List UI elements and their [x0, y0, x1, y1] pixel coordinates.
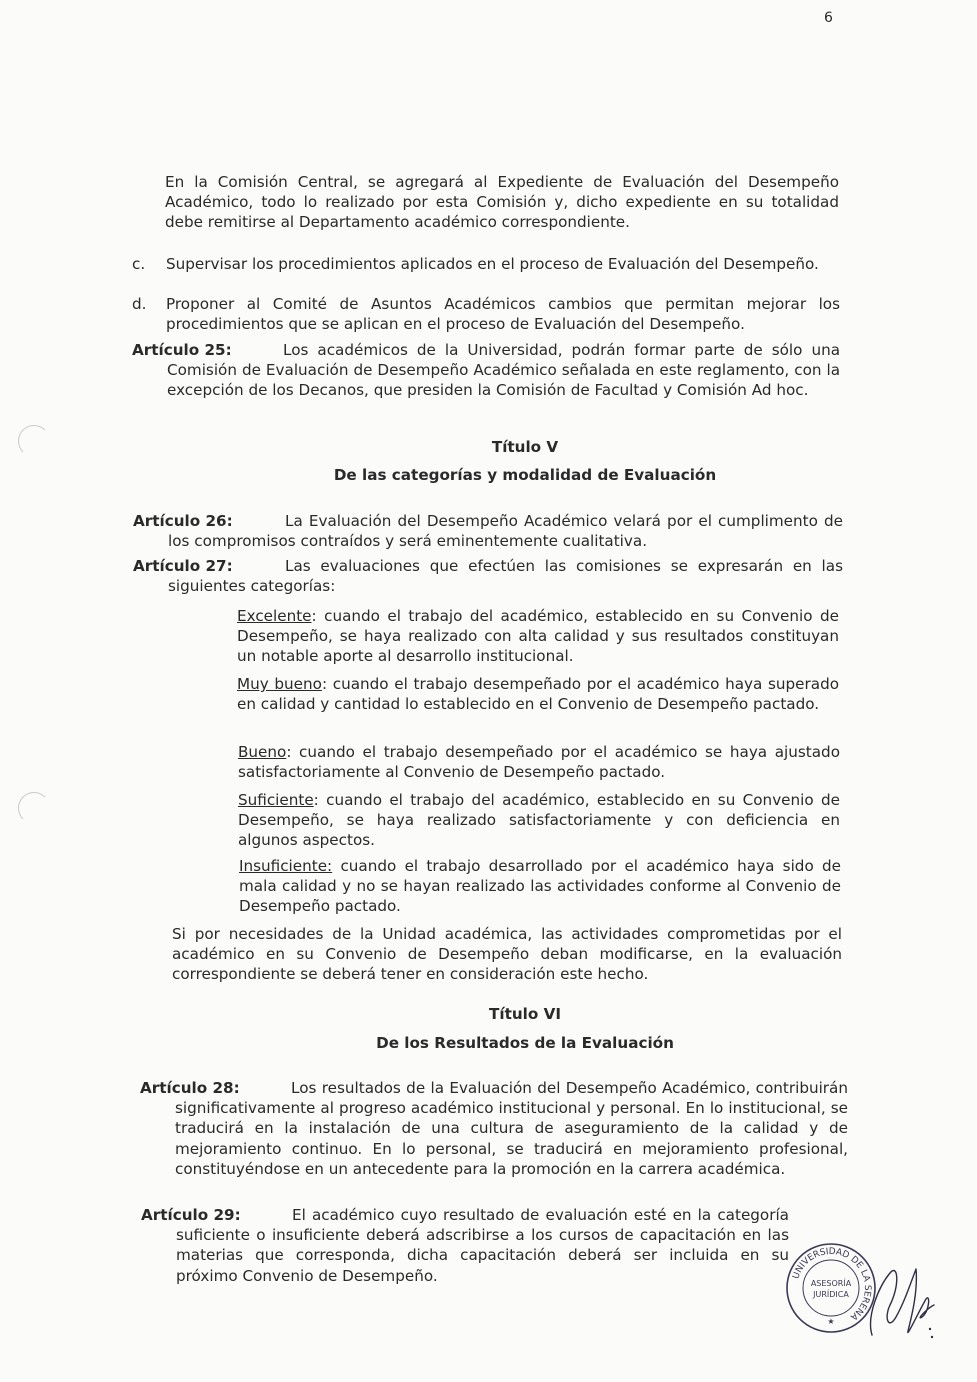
article-29 — [141, 1205, 849, 1286]
title-v-subtitle: De las categorías y modalidad de Evaluación — [333, 466, 717, 484]
closing-paragraph: Si por necesidades de la Unidad académica, las actividades comprometidas por el académico en su Convenio de Desempeño deban modificarse, en la evaluación correspondiente se deberá tener en consideración este hecho. — [172, 925, 842, 984]
category-term: Suficiente — [238, 791, 314, 809]
article-26 — [133, 511, 843, 551]
article-label: Artículo 26: — [133, 512, 233, 530]
article-label: Artículo 27: — [133, 557, 233, 575]
article-text: Los académicos de la Universidad, podrán formar parte de sólo una Comisión de Evaluación de Desempeño Académico señalada en este reglamento, con la excepción de los Decanos, que presiden la Comisión de Facultad y Comisión Ad hoc. — [167, 341, 840, 400]
category-excelente: Excelente: cuando el trabajo del académico, establecido en su Convenio de Desempeño, se haya realizado con alta calidad y sus resultados constituyan un notable aporte al desarrollo institucional. — [237, 607, 839, 666]
title-vi: Título VI — [489, 1005, 561, 1023]
article-27 — [133, 556, 843, 596]
category-text: cuando el trabajo del académico, establecido en su Convenio de Desempeño, se haya realizado con alta calidad y sus resultados constituyan un notable aporte al desarrollo institucional. — [237, 607, 839, 666]
category-muy-bueno: Muy bueno: cuando el trabajo desempeñado por el académico haya superado en calidad y cantidad lo establecido en el Convenio de Desempeño pactado. — [237, 675, 840, 714]
category-text: cuando el trabajo desempeñado por el académico haya superado en calidad y cantidad lo establecido en el Convenio de Desempeño pactado. — [237, 675, 840, 714]
category-term: Bueno — [238, 743, 287, 761]
category-term: Excelente — [237, 607, 312, 625]
category-suficiente: Suficiente: cuando el trabajo del académico, establecido en su Convenio de Desempeño, se haya realizado satisfactoriamente y con deficiencia en algunos aspectos. — [238, 791, 840, 850]
article-25 — [132, 340, 840, 401]
list-item-c — [132, 254, 840, 274]
list-item-d — [132, 294, 840, 334]
article-text: Las evaluaciones que efectúen las comisiones se expresarán en las siguientes categorías: — [168, 557, 843, 596]
list-item-text: Supervisar los procedimientos aplicados en el proceso de Evaluación del Desempeño. — [166, 255, 819, 273]
category-bueno: Bueno: cuando el trabajo desempeñado por el académico se haya ajustado satisfactoriamente al Convenio de Desempeño pactado. — [238, 743, 840, 782]
list-marker: d. — [132, 295, 147, 313]
intro-paragraph: En la Comisión Central, se agregará al Expediente de Evaluación del Desempeño Académico, todo lo realizado por esta Comisión y, dicho expediente en su totalidad debe remitirse al Departamento académico correspondiente. — [165, 173, 839, 232]
list-item-text: Proponer al Comité de Asuntos Académicos cambios que permitan mejorar los procedimientos que se aplican en el proceso de Evaluación del Desempeño. — [166, 295, 840, 334]
seal-line1: ASESORÍA — [810, 1279, 852, 1288]
article-label: Artículo 28: — [140, 1079, 240, 1097]
category-text: cuando el trabajo desempeñado por el académico se haya ajustado satisfactoriamente al Convenio de Desempeño pactado. — [238, 743, 840, 782]
punch-hole-mark — [18, 425, 50, 457]
punch-hole-mark — [18, 792, 50, 824]
seal-star-icon: ★ — [827, 1317, 835, 1326]
article-28 — [140, 1078, 848, 1179]
article-text: El académico cuyo resultado de evaluación esté en la categoría suficiente o insuficiente deberá adscribirse a los cursos de capacitación en las materias que corresponda, dicha capacitación deberá ser incluida en su próximo Convenio de Desempeño. — [176, 1206, 789, 1285]
seal-line2: JURÍDICA — [813, 1290, 849, 1299]
article-text: Los resultados de la Evaluación del Desempeño Académico, contribuirán significativamente al progreso académico institucional y personal. En lo institucional, se traducirá en la instalación de una cultura de aseguramiento de la calidad y de mejoramiento continuo. En lo personal, se traducirá en mejoramiento profesional, constituyéndose en un antecedente para la promoción en la carrera académica. — [175, 1079, 848, 1178]
list-marker: c. — [132, 255, 146, 273]
category-term: Muy bueno — [237, 675, 322, 693]
category-text: cuando el trabajo desarrollado por el académico haya sido de mala calidad y no se hayan realizado las actividades conforme al Convenio de Desempeño pactado. — [239, 857, 841, 916]
title-v: Título V — [491, 438, 559, 456]
article-text: La Evaluación del Desempeño Académico velará por el cumplimento de los compromisos contraídos y será eminentemente cualitativa. — [168, 512, 843, 551]
seal-ring-text: UNIVERSIDAD DE LA SERENA — [791, 1246, 873, 1322]
category-text: cuando el trabajo del académico, establecido en su Convenio de Desempeño, se haya realizado satisfactoriamente y con deficiencia en algunos aspectos. — [238, 791, 840, 850]
handwritten-signature — [860, 1255, 940, 1345]
title-vi-subtitle: De los Resultados de la Evaluación — [376, 1034, 674, 1052]
page-number: 6 — [824, 10, 833, 26]
article-label: Artículo 25: — [132, 341, 232, 359]
category-term: Insuficiente: — [239, 857, 333, 875]
article-label: Artículo 29: — [141, 1206, 241, 1224]
category-insuficiente — [239, 856, 841, 917]
